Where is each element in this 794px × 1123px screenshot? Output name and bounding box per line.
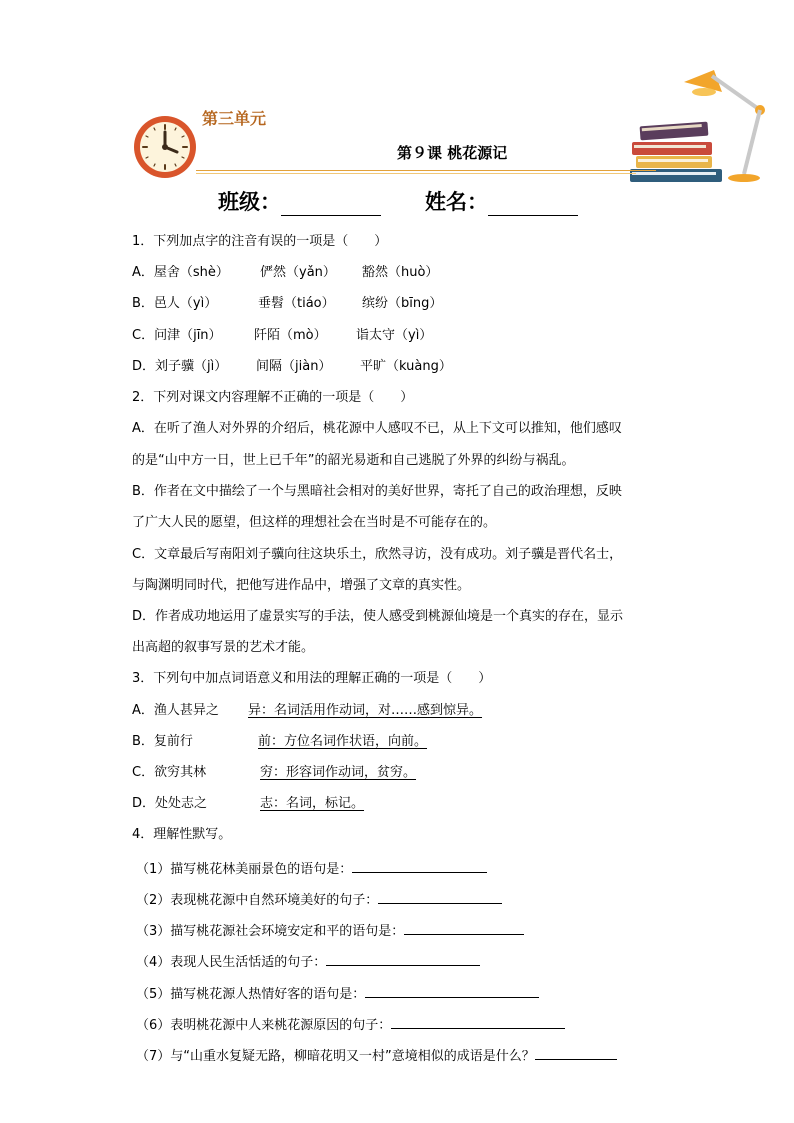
q4-item-2-blank[interactable] — [378, 889, 502, 904]
q4-item-1-blank[interactable] — [352, 858, 487, 873]
q3-b-explain: 前：方位名词作状语，向前。 — [258, 734, 428, 749]
q4-item-6-text: （6）表明桃花源中人来桃花源原因的句子： — [136, 1018, 392, 1033]
q4-item-3-text: （3）描写桃花源社会环境安定和平的语句是： — [136, 924, 405, 939]
q4-item-4-text: （4）表现人民生活恬适的句子： — [136, 955, 327, 970]
name-label: 姓名： — [425, 189, 488, 214]
q2-option-d-line1[interactable]: D．作者成功地运用了虚景实写的手法，使人感受到桃源仙境是一个真实的存在，显示 — [132, 609, 624, 624]
name-field — [425, 186, 578, 216]
q4-item-1 — [136, 858, 487, 879]
q2-option-a-line1[interactable]: A．在听了渔人对外界的介绍后，桃花源中人感叹不已，从上下文可以推知，他们感叹 — [132, 421, 622, 436]
class-field — [218, 186, 381, 216]
q1-option-b[interactable] — [132, 295, 532, 313]
q4-item-2 — [136, 889, 502, 910]
header-divider — [196, 170, 656, 171]
q3-c-explain: 穷：形容词作动词，贫穷。 — [260, 765, 417, 780]
q3-option-a[interactable] — [132, 702, 552, 720]
q1-d-2: 间隔（jiàn） — [256, 359, 332, 374]
q1-b-2: 垂髫（tiáo） — [258, 296, 335, 311]
q2-option-c-line1[interactable]: C．文章最后写南阳刘子骥向往这块乐土，欣然寻访，没有成功。刘子骥是晋代名士， — [132, 547, 623, 562]
q3-option-d[interactable] — [132, 795, 552, 813]
q1-b-3: 缤纷（bīng） — [362, 296, 443, 311]
q3-a-label: A．渔人甚异之 — [132, 703, 219, 718]
q3-b-label: B．复前行 — [132, 734, 193, 749]
q4-item-7 — [136, 1045, 617, 1066]
q4-item-3 — [136, 920, 524, 941]
q4-item-1-text: （1）描写桃花林美丽景色的语句是： — [136, 862, 353, 877]
q2-option-a-line2: 的是“山中方一日，世上已千年”的韶光易逝和自己逃脱了外界的纠纷与祸乱。 — [132, 453, 575, 468]
lamp-books-illustration — [626, 62, 770, 186]
q2-option-d-line2: 出高超的叙事写景的艺术才能。 — [132, 640, 315, 655]
q4-item-6-blank[interactable] — [391, 1014, 565, 1029]
q1-c-1: C．问津（jīn） — [132, 328, 222, 343]
q1-b-1: B．邑人（yì） — [132, 296, 218, 311]
q3-d-explain: 志：名词，标记。 — [260, 796, 365, 811]
q4-item-7-blank[interactable] — [535, 1045, 617, 1060]
q2-option-b-line2: 了广大人民的愿望，但这样的理想社会在当时是不可能存在的。 — [132, 515, 497, 530]
q2-option-c-line2: 与陶渊明同时代，把他写进作品中，增强了文章的真实性。 — [132, 578, 471, 593]
lesson-title: 第９课 桃花源记 — [397, 144, 508, 162]
q1-d-1: D．刘子骥（jì） — [132, 359, 228, 374]
class-label: 班级： — [218, 189, 281, 214]
q4-item-4 — [136, 951, 480, 972]
q4-item-3-blank[interactable] — [404, 920, 524, 935]
q1-option-c[interactable] — [132, 327, 532, 345]
question-3-stem: 3．下列句中加点词语意义和用法的理解正确的一项是（ ） — [132, 671, 492, 686]
q1-a-1: A．屋舍（shè） — [132, 265, 229, 280]
q4-item-4-blank[interactable] — [326, 951, 480, 966]
q2-option-b-line1[interactable]: B．作者在文中描绘了一个与黑暗社会相对的美好世界，寄托了自己的政治理想，反映 — [132, 484, 622, 499]
q3-option-c[interactable] — [132, 764, 552, 782]
clock-icon — [132, 114, 198, 180]
q4-item-6 — [136, 1014, 565, 1035]
q1-a-2: 俨然（yǎn） — [260, 265, 336, 280]
q4-item-5 — [136, 983, 539, 1004]
name-blank[interactable] — [488, 195, 578, 216]
header-divider-secondary — [196, 173, 636, 174]
class-blank[interactable] — [281, 195, 381, 216]
q1-option-d[interactable] — [132, 358, 532, 376]
q3-c-label: C．欲穷其林 — [132, 765, 207, 780]
q1-c-3: 诣太守（yì） — [356, 328, 433, 343]
question-2-stem: 2．下列对课文内容理解不正确的一项是（ ） — [132, 390, 414, 405]
q4-item-2-text: （2）表现桃花源中自然环境美好的句子： — [136, 893, 379, 908]
q1-option-a[interactable] — [132, 264, 532, 282]
q4-item-5-blank[interactable] — [365, 983, 539, 998]
q1-c-2: 阡陌（mò） — [254, 328, 327, 343]
q3-option-b[interactable] — [132, 733, 552, 751]
q4-item-5-text: （5）描写桃花源人热情好客的语句是： — [136, 987, 366, 1002]
q1-a-3: 豁然（huò） — [362, 265, 439, 280]
question-1-stem: 1．下列加点字的注音有误的一项是（ ） — [132, 234, 388, 249]
question-4-stem: 4．理解性默写。 — [132, 827, 232, 842]
q3-d-label: D．处处志之 — [132, 796, 208, 811]
unit-title: 第三单元 — [202, 109, 267, 128]
q3-a-explain: 异：名词活用作动词，对……感到惊异。 — [248, 703, 483, 718]
q1-d-3: 平旷（kuàng） — [360, 359, 452, 374]
q4-item-7-text: （7）与“山重水复疑无路，柳暗花明又一村”意境相似的成语是什么？ — [136, 1049, 535, 1064]
